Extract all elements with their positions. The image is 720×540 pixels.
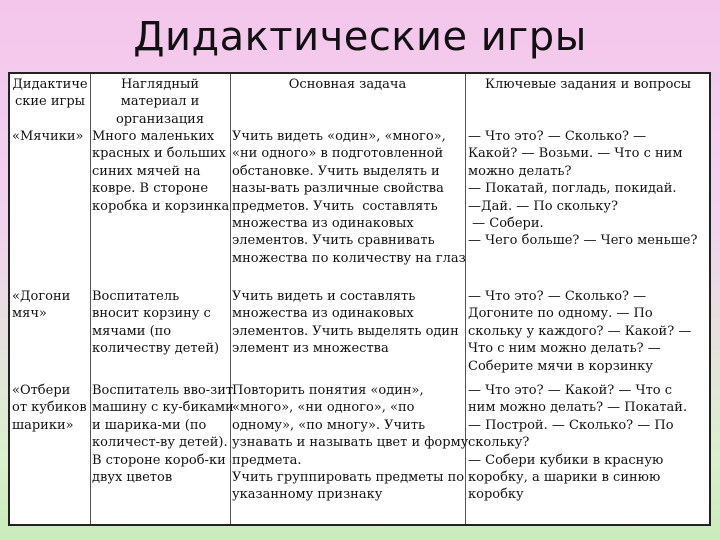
row-1-material: Много маленьких красных и больших синих мячей на ковре. В стороне коробка и корзинка [92,129,230,214]
row-3-material: Воспитатель вво-зит машину с ку-биками и шарика-ми (по количест-ву детей). В стороне короб-ки двух цветов [92,383,234,486]
header-material: Наглядный материал и организация [115,77,205,127]
row-3-task: Повторить понятия «один», «много», «ни одного», «по одному», «по многу». Учить узнавать и называть цвет и форму предмета. Учить группировать предметы по указанному признаку [232,383,469,503]
row-2-questions: — Что это? — Сколько? — Догоните по одному. — По скольку у каждого? — Какой? — Что с ним можно делать? — Соберите мячи в корзинку [468,289,692,374]
row-1-game: «Мячики» [12,129,84,144]
row-2-material: Воспитатель вносит корзину с мячами (по количеству детей) [92,289,220,357]
row-1-questions: — Что это? — Сколько? — Какой? — Возьми. — Что с ним можно делать? — Покатай, погладь, покидай. —Дай. — По скольку? — Собери. — Чего больше? — Чего меньше? [468,129,698,249]
row-3-game: «Отбери от кубиков шарики» [12,383,87,433]
header-questions: Ключевые задания и вопросы [484,77,692,92]
didactic-games-table [8,72,711,526]
row-1-task: Учить видеть «один», «много», «ни одного» в подготовленной обстановке. Учить выделять и назы-вать различные свойства предметов. Учить составлять множества из одинаковых элементов. Учить сравнивать множества по количеству на глаз [232,129,466,266]
page-title: Дидактические игры [133,14,587,60]
row-3-questions: — Что это? — Какой? — Что с ним можно делать? — Покатай. — Построй. — Сколько? — По скольку? — Собери кубики в красную коробку, а шарики в синюю коробку [468,383,688,503]
column-divider [90,74,91,524]
row-2-game: «Догони мяч» [12,289,71,322]
row-2-task: Учить видеть и составлять множества из одинаковых элементов. Учить выделять один элемент из множества [232,289,459,357]
header-games: Дидактиче ские игры [12,77,88,110]
header-task: Основная задача [288,77,407,92]
